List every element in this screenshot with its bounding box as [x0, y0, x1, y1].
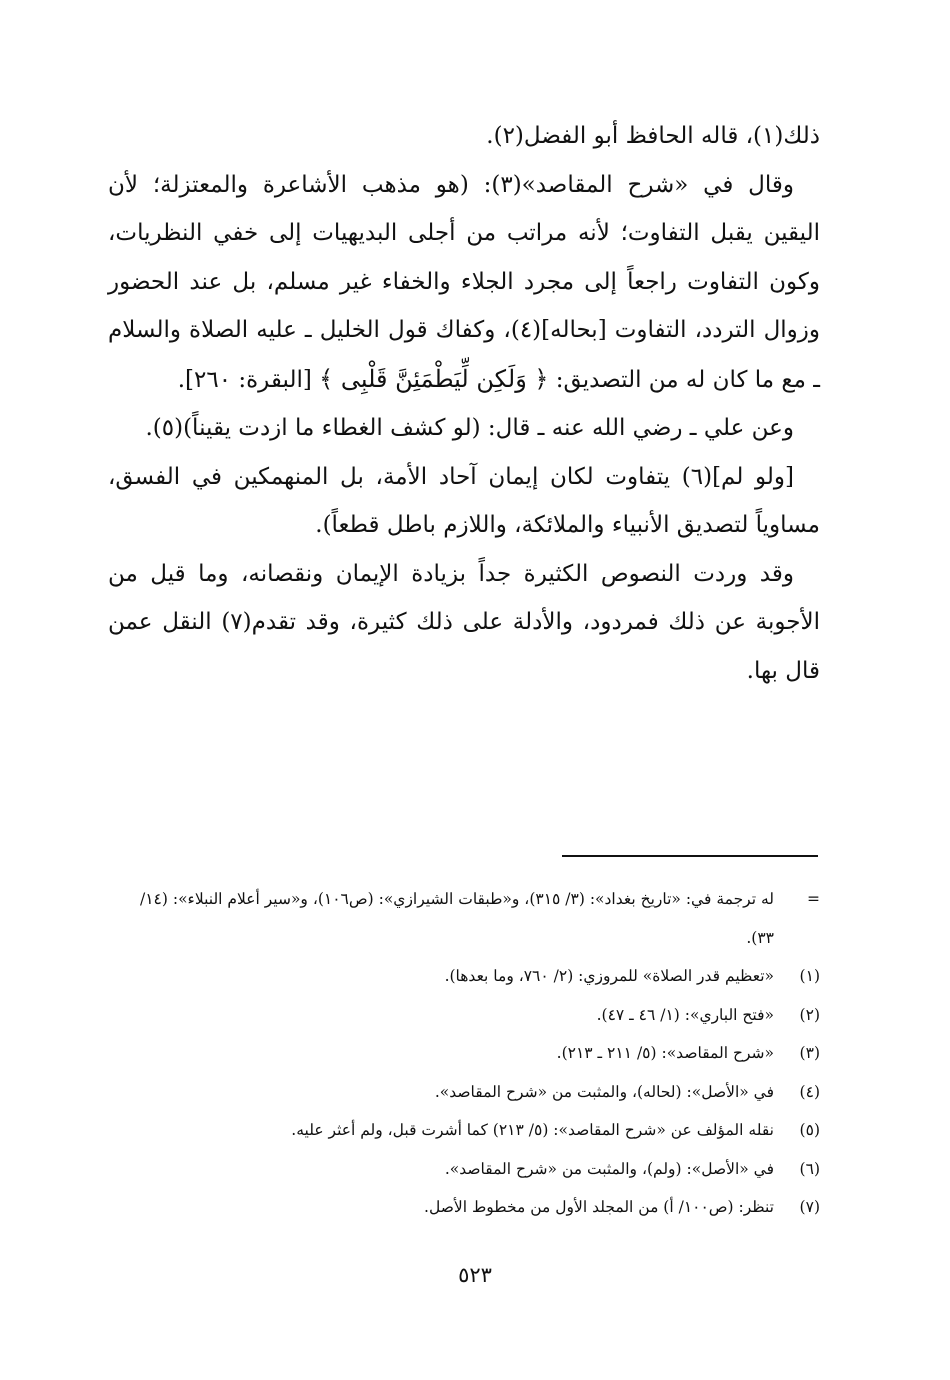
footnote-text: في «الأصل»: (ولم)، والمثبت من «شرح المقاصد».	[444, 1159, 774, 1178]
footnote-item	[108, 1188, 820, 1227]
paragraph-3: وعن علي ـ رضي الله عنه ـ قال: (لو كشف الغطاء ما ازدت يقيناً)(٥).	[145, 415, 794, 441]
footnote-number: (٢)	[799, 1005, 820, 1024]
footnote-item	[108, 1111, 820, 1150]
footnotes	[108, 880, 820, 1227]
footnote-number: (١)	[799, 967, 820, 985]
page-number: ٥٢٣	[458, 1263, 492, 1287]
footnote-text: «فتح الباري»: (١/ ٤٦ ـ ٤٧).	[596, 1005, 774, 1024]
continuation-text: له ترجمة في: «تاريخ بغداد»: (٣/ ٣١٥)، و«طبقات الشيرازي»: (ص١٠٦)، و«سير أعلام النبلاء»: (١٤/ ٣٣).	[139, 890, 774, 947]
footnote-item	[108, 957, 820, 996]
footnote-number: (٣)	[799, 1044, 820, 1062]
paragraph-5: وقد وردت النصوص الكثيرة جداً بزيادة الإيمان ونقصانه، وما قيل من الأجوبة عن ذلك فمردود، والأدلة على ذلك كثيرة، وقد تقدم(٧) النقل عمن قال بها.	[108, 560, 820, 684]
footnote-item	[108, 1073, 820, 1112]
footnote-continuation	[108, 880, 820, 957]
paragraph-4: [ولو لم](٦) يتفاوت لكان إيمان آحاد الأمة، بل المنهمكين في الفسق، مساوياً لتصديق الأنبياء والملائكة، واللازم باطل قطعاً).	[108, 463, 820, 538]
footnote-text: «تعظيم قدر الصلاة» للمروزي: (٢/ ٧٦٠، وما بعدها).	[444, 967, 774, 985]
footnote-text: في «الأصل»: (لحاله)، والمثبت من «شرح المقاصد».	[434, 1082, 774, 1101]
footnote-item	[108, 1150, 820, 1189]
footnote-text: نقله المؤلف عن «شرح المقاصد»: (٥/ ٢١٣) كما أشرت قبل، ولم أعثر عليه.	[291, 1121, 774, 1139]
footnote-item	[108, 996, 820, 1035]
footnote-item	[108, 1034, 820, 1073]
footnote-number: (٤)	[799, 1082, 820, 1101]
quran-verse: ﴿ وَلَكِن لِّيَطْمَئِنَّ قَلْبِى ﴾	[319, 364, 549, 393]
footnote-number: (٧)	[799, 1198, 820, 1216]
paragraph-2-text: وقال في «شرح المقاصد»(٣): (هو مذهب الأشاعرة والمعتزلة؛ لأن اليقين يقبل التفاوت؛ لأنه مراتب من أجلى البديهيات إلى خفي النظريات، وكون التفاوت راجعاً إلى مجرد الجلاء والخفاء غير مسلم، بل عند الحضور وزوال التردد، التفاوت [بحاله](٤)، وكفاك قول الخليل ـ عليه الصلاة والسلام ـ مع ما كان له من التصديق:	[108, 171, 821, 393]
footnote-number: (٥)	[799, 1121, 820, 1139]
footnote-text: تنظر: (ص١٠٠/ أ) من المجلد الأول من مخطوط الأصل.	[424, 1198, 774, 1216]
footnote-number: (٦)	[799, 1159, 820, 1178]
paragraph-2	[108, 161, 820, 405]
quran-reference: [البقرة: ٢٦٠].	[177, 366, 312, 393]
main-text	[108, 112, 820, 695]
paragraph-1: ذلك(١)، قاله الحافظ أبو الفضل(٢).	[486, 123, 820, 149]
footnote-text: «شرح المقاصد»: (٥/ ٢١١ ـ ٢١٣).	[556, 1044, 774, 1062]
continuation-mark: =	[807, 890, 820, 908]
footnote-separator	[562, 855, 818, 857]
